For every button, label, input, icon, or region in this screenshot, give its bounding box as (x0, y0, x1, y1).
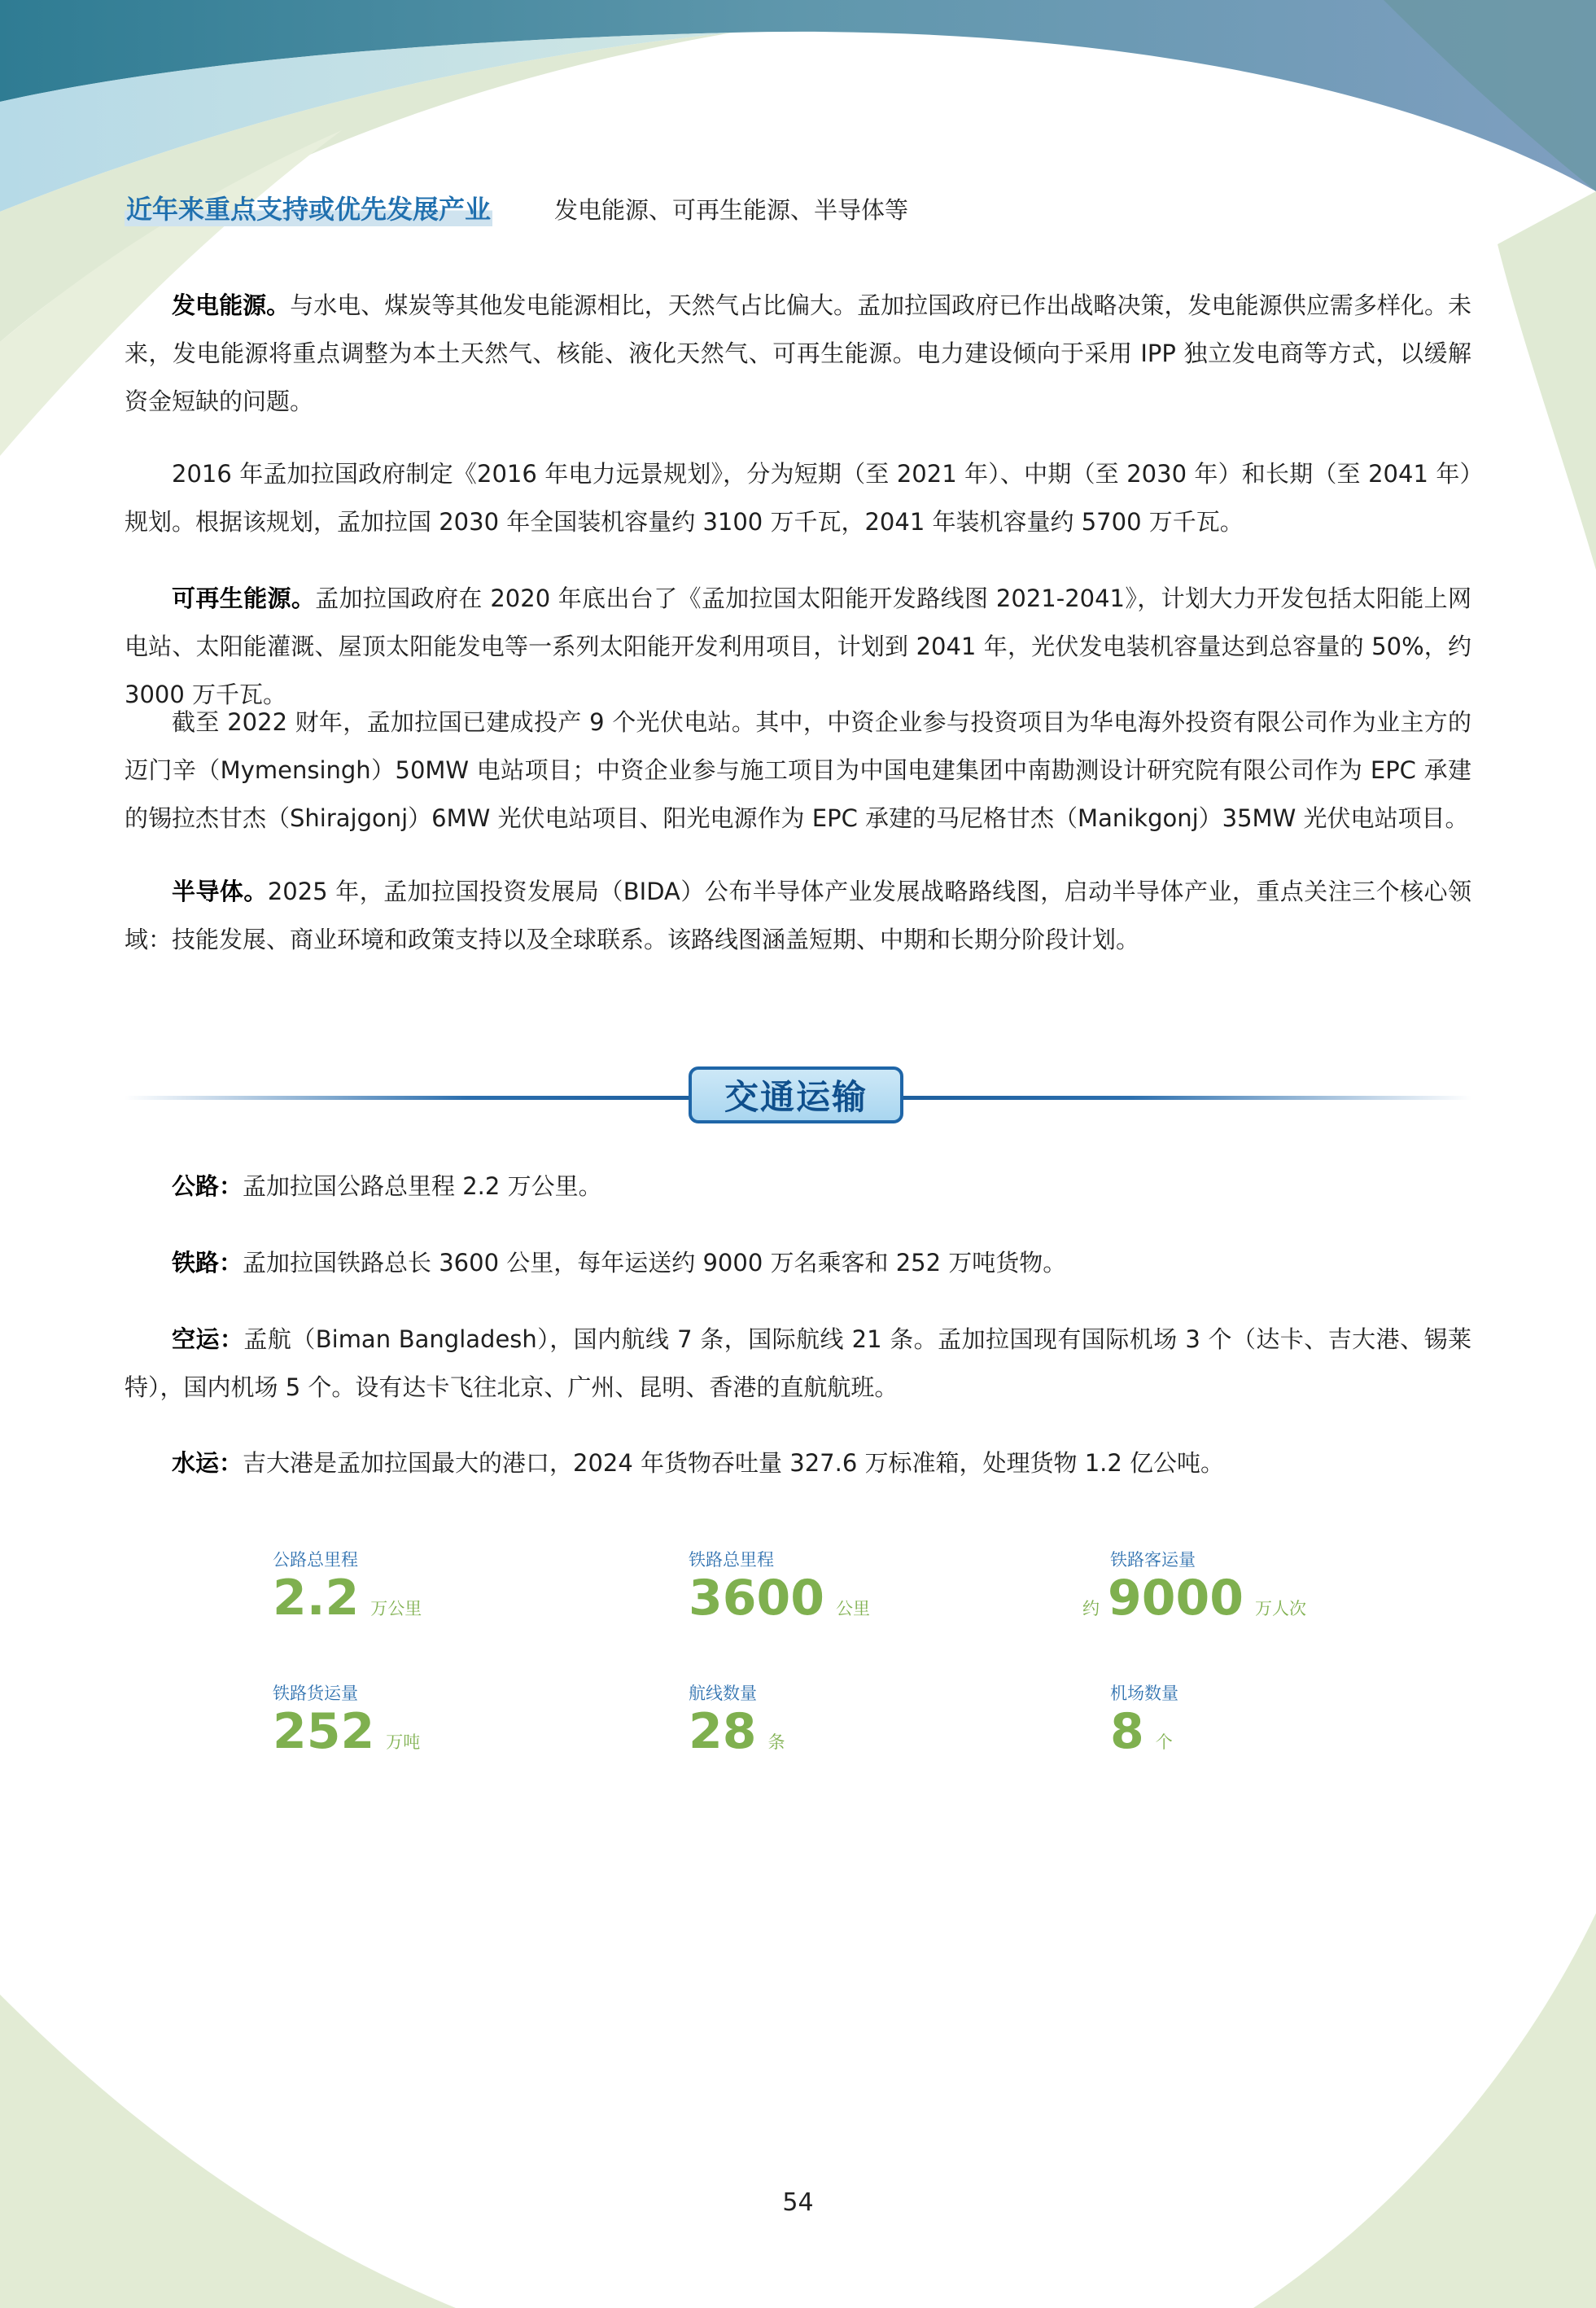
section-title: 交通运输 (689, 1066, 903, 1123)
paragraph-railway (125, 1239, 1471, 1287)
paragraph-road (125, 1163, 1471, 1211)
stat-road-length (273, 1547, 422, 1627)
stat-value: 28 (689, 1703, 757, 1760)
paragraph-air (125, 1316, 1471, 1412)
paragraph-text: 2016 年孟加拉国政府制定《2016 年电力远景规划》，分为短期（至 2021 年）、中期（至 2030 年）和长期（至 2041 年）规划。根据该规划，孟加拉国 2030 年全国装机容量约 3100 万千瓦，2041 年装机容量约 5700 万千瓦。 (125, 460, 1471, 536)
divider-line-right (902, 1096, 1471, 1100)
stat-value: 8 (1110, 1703, 1144, 1760)
stat-railway-length (689, 1547, 870, 1627)
stat-value: 2.2 (273, 1570, 360, 1627)
stat-unit: 万人次 (1255, 1599, 1306, 1618)
paragraph-lead: 水运： (172, 1449, 243, 1477)
paragraph-lead: 发电能源。 (172, 291, 291, 319)
stat-unit: 公里 (836, 1599, 870, 1618)
paragraph-text: 吉大港是孟加拉国最大的港口，2024 年货物吞吐量 327.6 万标准箱，处理货物 1.2 亿公吨。 (243, 1449, 1225, 1477)
stat-unit: 条 (767, 1732, 785, 1752)
stat-label: 航线数量 (689, 1684, 757, 1703)
paragraph-text: 与水电、煤炭等其他发电能源相比，天然气占比偏大。孟加拉国政府已作出战略决策，发电能源供应需多样化。未来，发电能源将重点调整为本土天然气、核能、液化天然气、可再生能源。电力建设倾向于采用 IPP 独立发电商等方式，以缓解资金短缺的问题。 (125, 291, 1471, 415)
paragraph-lead: 铁路： (172, 1249, 243, 1277)
stat-label: 公路总里程 (273, 1550, 358, 1570)
paragraph-renewable-energy (125, 575, 1471, 719)
stat-label: 铁路总里程 (689, 1550, 774, 1570)
industry-header (125, 186, 1476, 234)
stat-prefix: 约 (1082, 1599, 1100, 1618)
stat-railway-freight (273, 1680, 421, 1760)
stat-air-routes (689, 1680, 785, 1760)
stat-value: 252 (273, 1703, 375, 1760)
stat-unit: 万公里 (370, 1599, 422, 1618)
industry-header-label: 近年来重点支持或优先发展产业 (125, 189, 492, 226)
paragraph-text: 2025 年，孟加拉国投资发展局（BIDA）公布半导体产业发展战略路线图，启动半导体产业，重点关注三个核心领域：技能发展、商业环境和政策支持以及全球联系。该路线图涵盖短期、中期和长期分阶段计划。 (125, 878, 1471, 953)
stat-label: 铁路客运量 (1110, 1550, 1196, 1570)
stat-unit: 万吨 (386, 1732, 421, 1752)
paragraph-lead: 公路： (172, 1172, 243, 1200)
paragraph-lead: 可再生能源。 (172, 585, 316, 612)
divider-line-left (125, 1096, 694, 1100)
paragraph-lead: 半导体。 (172, 878, 268, 905)
paragraph-power-energy (125, 282, 1471, 426)
paragraph-text: 孟加拉国政府在 2020 年底出台了《孟加拉国太阳能开发路线图 2021-2041》，计划大力开发包括太阳能上网电站、太阳能灌溉、屋顶太阳能发电等一系列太阳能开发利用项目，计划到 2041 年，光伏发电装机容量达到总容量的 50%，约 3000 万千瓦。 (125, 585, 1471, 708)
paragraph-text: 孟航（Biman Bangladesh），国内航线 7 条，国际航线 21 条。孟加拉国现有国际机场 3 个（达卡、吉大港、锡莱特），国内机场 5 个。设有达卡飞往北京、广州、昆明、香港的直航航班。 (125, 1325, 1471, 1401)
stat-airports (1110, 1680, 1178, 1760)
paragraph-power-plan (125, 450, 1471, 546)
paragraph-text: 孟加拉国铁路总长 3600 公里，每年运送约 9000 万名乘客和 252 万吨货物。 (243, 1249, 1067, 1277)
paragraph-text: 孟加拉国公路总里程 2.2 万公里。 (243, 1172, 602, 1200)
paragraph-pv-stations (125, 699, 1471, 843)
paragraph-semiconductor (125, 868, 1471, 964)
stat-label: 机场数量 (1110, 1684, 1178, 1703)
paragraph-water (125, 1439, 1471, 1487)
stat-unit: 个 (1155, 1732, 1173, 1752)
stat-railway-passengers (1082, 1547, 1306, 1627)
stat-value: 9000 (1108, 1570, 1244, 1627)
page-number: 54 (782, 2188, 814, 2217)
paragraph-text: 截至 2022 财年，孟加拉国已建成投产 9 个光伏电站。其中，中资企业参与投资项目为华电海外投资有限公司作为业主方的迈门辛（Mymensingh）50MW 电站项目；中资企业参与施工项目为中国电建集团中南勘测设计研究院有限公司作为 EPC 承建的锡拉杰甘杰（Shirajgonj）6MW 光伏电站项目、阳光电源作为 EPC 承建的马尼格甘杰（Manikgonj）35MW 光伏电站项目。 (125, 708, 1471, 832)
section-divider (125, 1066, 1471, 1128)
stat-value: 3600 (689, 1570, 824, 1627)
industry-header-value: 发电能源、可再生能源、半导体等 (554, 196, 909, 224)
stat-label: 铁路货运量 (273, 1684, 358, 1703)
paragraph-lead: 空运： (172, 1325, 244, 1353)
